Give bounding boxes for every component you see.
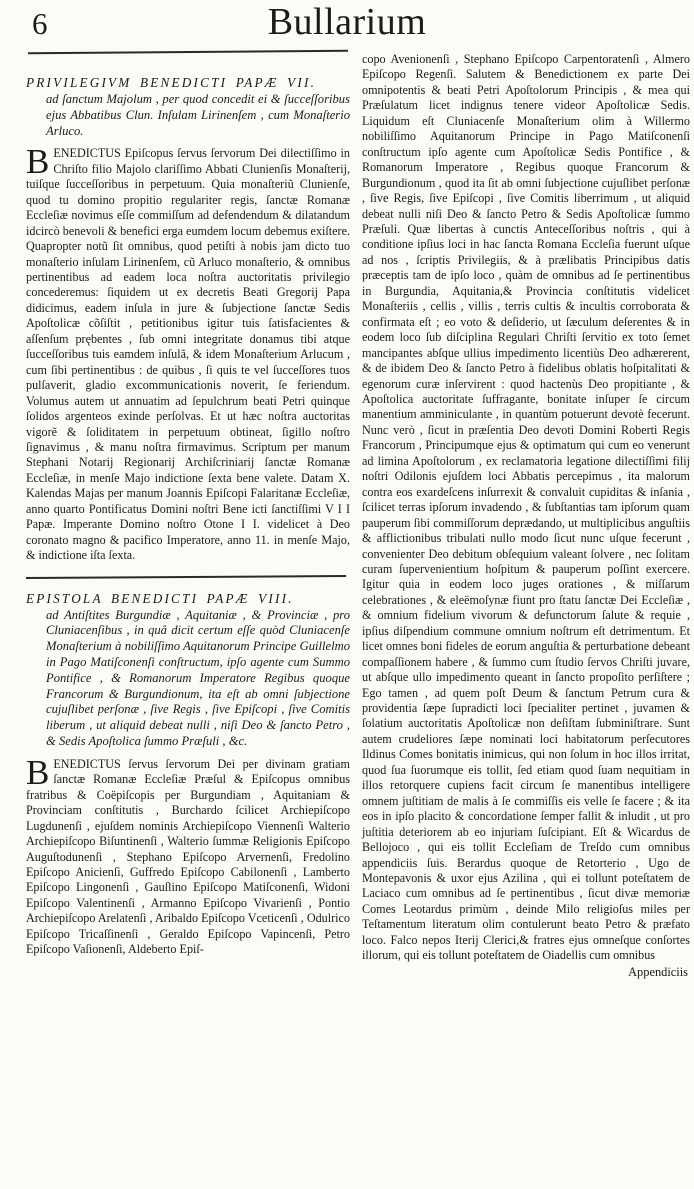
epistola-body xyxy=(26,752,350,958)
page-number: 6 xyxy=(32,6,48,41)
continuation-body: copo Avenionenſi , Stephano Epiſcopo Carpentoratenſi , Almero Epiſcopo Regenſi. Salutem & Benedictionem ex parte Dei omnipotentis & beati Petri Apoſtolorum Principis , & mea qui Præſulatum licet indignus tenere videor Apoſtolicæ Sedis. Liquidum eſt Cluniacenſe Monaſterium olim à Willermo nobiliſſimo Aquitanorum Principe in Pago Matiſconenſi conſtructum ipſo agente cum Apoſtolicæ Sedis Pontifice , & Romanorum Imperatore , Regibus quoque Francorum & Burgundionum , quod ita ſit ab omni ſubjectione cujuſlibet perſonæ , ſive Regis, ſive Epiſcopi , ſive Comitis liberrimum , ut aliquid debeat nulli niſi Deo & ſancto Petro & Sedis Apoſtolicæ ſummo Præſuli. Quæ libertas à cunctis Anteceſſoribus noſtris , qui à conditione ipſius loci in hac ſancta Romana Eccleſia fuerunt uſque ad nos , ſcriptis Privilegiis, & à prælibatis Principibus datis præceptis tam de ipſo loco , quàm de omnibus ad ſe pertinentibus in Burgundia, Aquitania,& Provincia conſtitutis videlicet Monaſteriis , cellis , villis , terris cultis & incultis corroborata & confirmata eſt ; eo voto & deſiderio, ut ſæculum deſerentes & in eodem loco ſub diſciplina Regulari Chriſti ſervitio ex toto ſemet mancipantes abſque ullius impedimento licentiùs Deo adhærerent, & de ibidem Deo & ſancto Petro à fidelibus oblatis hoſpitalitati & egenorum curæ inſervirent : quod hactenùs Deo propitiante , & Apoſtolica auctoritate ſuffragante, bonitate inſuper ſe circum manentium amminiculante , in quantùm potuerunt devotè fecerunt. Nunc verò , ſicut in præſentia Deo devoti Domini Roberti Regis Francorum , Principumque ejus & optimatum qui cum eo venerunt ad limina Apoſtolorum , ex reclamatoria legatione dilectiſſimi filij noſtri Odilonis ejuſdem loci Abbatis percepimus , ita malorum contra eos exardeſcens inſurrexit & convaluit cupiditas & inſania , ſcilicet terras ipſorum invadendo , & ſubſtantias tam ipſorum quam pauperum ſibi commiſſorum deprædando, ut multiplicibus anguſtiis & afflictionibus tribulati nullo modo ſicut nunc uſque fecerunt , convenienter Deo debitum obſequium valeant ſolvere , nec ſolitam curam ſupervenientium hoſpitum & pauperum poſſint exercere. Igitur quia in eodem loco juges orationes , & miſſarum celebrationes , & eleëmoſynæ fiunt pro ſtatu ſanctæ Dei Eccleſiæ , & omnium fidelium vivorum & defunctorum ſalute & requie , ipſius diſpendium commune omnium noſtrum eſt detrimentum. Et licet omnes boni fideles de eorum anguſtia & perturbatione debeant compaſſionem habere , & ſummo cum ſtudio ſervos Chriſti juvare, ut abſque ullo impedimento queant in ſancto propoſito perſiſtere ; Ego tamen , ad quem poſt Deum & ſanctum Petrum cura & providentia ſæpe ſupradicti loci ſpecialiter pertinet , juvamen & ſolatium auctoritatis Apoſtolicæ non deſiſtam ſubminiſtrare. Sunt autem crudeliores ſæpe nominati loci habitatorum perſecutores Ildinus Comes bonitatis inimicus, qui non ſolum in hoc illos irritat, quod ſua ſuorumque eis tollit, ſed etiam quod ſuam nequitiam in illos retorquere cupiens facit circum ſe manentibus intelligere omnem juſtitiam de malis à ſe commiſſis eis velle ſe facere ; & ita eos in ipſo placito & concordatione ſemper fallit & inludit , ut pro juſtitia deteriorem ab eo injuriam ſuſcipiant. Eſt & Wicardus de Bellojoco , qui eis tollit Eccleſiam de Treſdo cum omnibus appendiciis ſuis. Berardus quoque de Retorterio , Ugo de Montepavonis & uxor ejus Azilina , qui ei tollunt poteſtatem de Laciaco cum omnibus ad ſe pertinentibus , ſicut divæ memoriæ Comes Leotardus primùm , deinde Milo religioſus miles per Teſtamentum literatum olim contulerunt beato Petro & præfato loco. Falco nepos Iterij Clerici,& fratres ejus omneſque conſortes illorum, qui eis tollunt poteſtatem de Oiadellis cum omnibus xyxy=(362,52,690,963)
epistola-subheading: ad Antiſtites Burgundiæ , Aquitaniæ , & Provinciæ , pro Cluniacenſibus , in quâ dicit certum eſſe quòd Cluniacenſe Monaſterium à nobiliſſimo Aquitanorum Principe Guillelmo in Pago Matiſconenſi conſtructum, ipſo agente cum Summo Pontifice , & Romanorum Imperatore Regibus quoque Francorum & Burgundionum, ita eſt ab omni ſubjectione cujuſlibet perſonæ , ſive Regis , ſive Epiſcopi , ſive Comitis liberum , ut aliquid debeat nulli , niſi Deo & ſancto Petro , & Sedis Apoſtolica ſummo Præſuli , &c. xyxy=(46,607,350,748)
right-column xyxy=(362,52,690,980)
privilege-body-text: ENEDICTUS Epiſcopus ſervus ſervorum Dei dilectiſſimo in Chriſto filio Majolo clariſſimo Abbati Clunienſis Monaſterij, tuiſque ſucceſſoribus in perpetuum. Quia monaſteriũ Clunienſe, quod tu domino propitio regulariter regis, ſanctæ Romanæ Eccleſiæ novimus eſſe commiſſum ad defendendum & dilatandum idcircò benevoli & benefici erga eumdem locum debemus exiſtere. Quapropter notũ ſit omnibus, quod petiſti à nobis jam dicto tuo monaſterio inſulam Lirinenſem, cũ Arluco monaſterio, & omnibus pertinentibus ad eadem loca noſtra auctoritatis privilegio concederemus: ſiquidem ut ex decretis Beati Gregorij Papa didicimus, eadem inſula in jure & ſubjectione ſanctæ Sedis Apoſtolicæ cõſiſtit , petitionibus igitur tuis ſatisfacientes & aſſenſum prębentes , ſub omni integritate donamus tibi atque ſucceſſoribus tuis eamdem inſulã, & idem Monaſterium Arlucum , cum ſibi pertinentibus : de quibus , ſi quis te vel ſucceſſores tuos pulſaverit, gladio excommunicationis noverit, ſe feriendum. Volumus autem ut annuatim ad ſepulchrum beati Petri quinque ſolidos argenteos exinde perſolvas. Et ut hæc noſtra auctoritas vigorẽ & ſoliditatem in perpetuum obtineat, ſigillo noſtro ſignavimus , & manu noſtra firmavimus. Scriptum per manum Stephani Notarij Regionarij Archiſcriniarij ſanctæ Romanæ Eccleſiæ, in menſe Majo indictione ſexta bene valete. Datam X. Kalendas Majas per manum Joannis Epiſcopi Falaritanæ Eccleſiæ, anno quarto Pontificatus Domini noſtri Bene icti ſanctiſſimi V I I Papæ. Imperante Domino noſtro Otone I I. videlicet à Deo coronato magno & pacifico Imperatore, anno 11. in menſe Majo, & indictione iſta ſexta. xyxy=(26,146,350,563)
catchword: Appendiciis xyxy=(628,964,688,979)
left-column xyxy=(26,74,350,958)
privilege-subheading: ad ſanctum Majolum , per quod concedit ei & ſucceſſoribus ejus Abbatibus Clun. Inſulam Lirinenſem , cum Monaſterio Arluco. xyxy=(46,92,350,138)
epistola-heading: EPISTOLA BENEDICTI PAPÆ VIII. xyxy=(26,590,294,606)
epistola-dropcap: B xyxy=(26,752,50,792)
privilege-body xyxy=(26,142,350,563)
header-rule xyxy=(28,50,348,55)
epistola-body-text: ENEDICTUS ſervus ſervorum Dei per divinam gratiam ſanctæ Romanæ Eccleſiæ Præſul & Epiſcopus omnibus fratribus & Coëpiſcopis per Burgundiam , Aquitaniam & Provinciam conſtitutis , Burchardo ſcilicet Archiepiſcopo Lugdunenſi , ejuſdem nominis Archiepiſcopo Viennenſi Walterio Archiepiſcopo Biſuntinenſi , Walterio ſummæ Religionis Epiſcopo Auguſtodunenſi , Stephano Epiſcopo Arvernenſi, Fredolino Epiſcopo Anicienſi, Guffredo Epiſcopo Cabilonenſi , Lamberto Epiſcopo Lingonenſi , Gauſlino Epiſcopo Matiſconenſi, Widoni Epiſcopo Valentinenſi , Armanno Epiſcopo Vivarienſi , Pontio Archiepiſcopo Arelatenſi , Aribaldo Epiſcopo Vceticenſi , Odulrico Epiſcopo Tricaſſinenſi , Geraldo Epiſcopo Vapincenſi, Petro Epiſcopo Vaſionenſi, Aldeberto Epiſ- xyxy=(26,756,350,957)
privilege-heading: PRIVILEGIVM BENEDICTI PAPÆ VII. xyxy=(26,75,317,90)
privilege-dropcap: B xyxy=(26,142,50,182)
section-divider xyxy=(26,575,346,579)
running-title: Bullarium xyxy=(267,1,427,43)
